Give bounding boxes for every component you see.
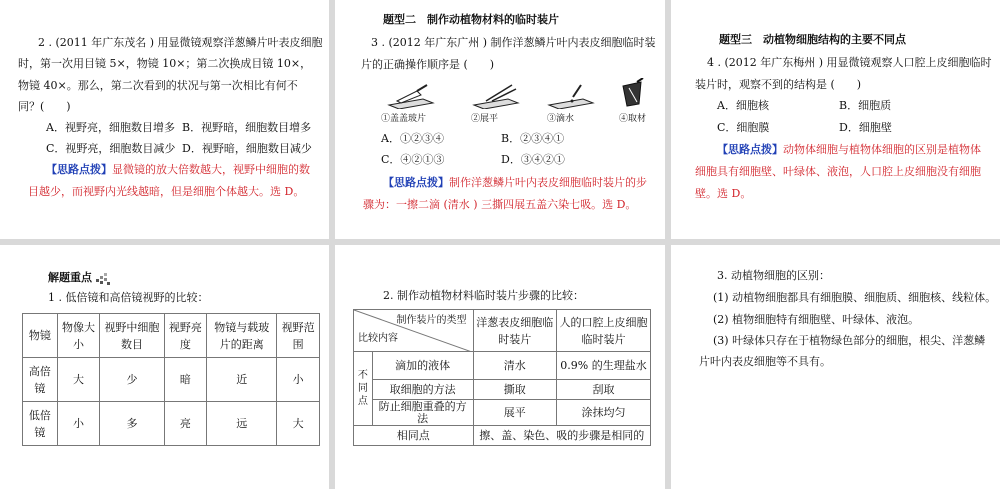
table-header: 洋葱表皮细胞临时装片 — [473, 310, 557, 352]
hint-label: 【思路点拨】 — [46, 163, 112, 176]
table-header: 视野范围 — [277, 314, 320, 358]
option-b: B．②③④① — [501, 132, 565, 145]
table-cell: 近 — [207, 358, 277, 402]
question-line: 装片时，观察不到的结构是 ( ) — [695, 78, 862, 91]
hint-label: 【思路点拨】 — [383, 176, 449, 189]
option-c: C．细胞膜 — [717, 121, 770, 134]
text-line: (2) 植物细胞特有细胞壁、叶绿体、液泡。 — [713, 313, 920, 326]
table-cell: 擦、盖、染色、吸的步骤是相同的 — [473, 426, 651, 446]
table-cell: 暗 — [164, 358, 207, 402]
magnification-table — [22, 313, 320, 446]
table-intro: 1 . 低倍镜和高倍镜视野的比较： — [48, 291, 209, 304]
question-line: 物镜 40×。那么，第二次看到的状况与第一次相比有何不 — [18, 79, 298, 92]
hint-text: 显微镜的放大倍数越大，视野中细胞的数 — [112, 163, 310, 176]
cover-slip-figure — [387, 83, 435, 109]
group-label: 不同点 — [354, 352, 373, 426]
table-cell: 撕取 — [473, 380, 557, 400]
option-d: D．视野暗，细胞数目减少 — [182, 142, 312, 155]
question-line: 4 . (2012 年广东梅州 ) 用显微镜观察人口腔上皮细胞临时 — [707, 56, 992, 69]
table-cell: 远 — [207, 402, 277, 446]
diagonal-top-label: 制作装片的类型 — [396, 315, 467, 326]
hint-text: 骤为：一擦二滴 (清水 ) 三撕四展五盖六染七吸。选 D。 — [363, 198, 637, 211]
table-cell: 清水 — [473, 352, 557, 380]
question-line: 3 . (2012 年广东广州 ) 制作洋葱鳞片叶内表皮细胞临时装 — [371, 36, 656, 49]
table-cell: 高倍镜 — [23, 358, 58, 402]
figure-label: ①盖盖玻片 — [381, 114, 427, 124]
drip-water-figure — [547, 83, 595, 109]
diagonal-bottom-label: 比较内容 — [358, 333, 398, 344]
table-cell: 低倍镜 — [23, 402, 58, 446]
slide-question-2 — [0, 0, 329, 239]
table-header: 物像大小 — [57, 314, 100, 358]
take-material-figure — [619, 78, 647, 110]
option-a: A．①②③④ — [381, 132, 444, 145]
text-line: 3. 动植物细胞的区别： — [717, 269, 830, 282]
option-c: C．④②①③ — [381, 153, 445, 166]
hint-line — [46, 163, 310, 177]
slide-prep-table — [353, 309, 651, 446]
option-d: D．细胞壁 — [839, 121, 892, 134]
question-line: 时，第一次用目镜 5×，物镜 10×；第二次换成目镜 10×， — [18, 57, 312, 70]
question-line: 2 . (2011 年广东茂名 ) 用显微镜观察洋葱鳞片叶表皮细胞 — [38, 36, 323, 49]
option-c: C．视野亮，细胞数目减少 — [46, 142, 176, 155]
table-cell: 滴加的液体 — [372, 352, 473, 380]
hint-text: 壁。选 D。 — [695, 187, 752, 200]
hint-text: 动物体细胞与植物体细胞的区别是植物体 — [783, 143, 981, 156]
hint-label: 【思路点拨】 — [717, 143, 783, 156]
hint-text: 目越少，而视野内光线越暗，但是细胞个体越大。选 D。 — [28, 185, 305, 198]
hint-line — [383, 176, 647, 190]
slide-key-points-2 — [335, 245, 665, 489]
hint-text: 制作洋葱鳞片叶内表皮细胞临时装片的步 — [449, 176, 647, 189]
table-cell: 大 — [277, 402, 320, 446]
hint-text: 细胞具有细胞壁、叶绿体、液泡，人口腔上皮细胞没有细胞 — [695, 165, 981, 178]
text-line: (3) 叶绿体只存在于植物绿色部分的细胞，根尖、洋葱鳞 — [713, 334, 986, 347]
slide-key-points-3 — [671, 245, 1000, 489]
figure-label: ③滴水 — [547, 114, 575, 124]
table-cell: 涂抹均匀 — [557, 400, 651, 426]
option-d: D．③④②① — [501, 153, 565, 166]
question-line: 片的正确操作顺序是 ( ) — [361, 58, 495, 71]
figure-label: ②展平 — [471, 114, 499, 124]
table-cell: 相同点 — [354, 426, 474, 446]
table-cell: 少 — [100, 358, 164, 402]
diagonal-header-cell — [354, 310, 474, 352]
option-a: A．细胞核 — [717, 99, 769, 112]
table-header: 物镜 — [23, 314, 58, 358]
table-cell: 刮取 — [557, 380, 651, 400]
table-cell: 展平 — [473, 400, 557, 426]
section-heading: 题型二 制作动植物材料的临时装片 — [383, 13, 559, 26]
table-cell: 取细胞的方法 — [372, 380, 473, 400]
section-heading: 题型三 动植物细胞结构的主要不同点 — [719, 33, 906, 46]
table-cell: 小 — [57, 402, 100, 446]
table-header: 视野中细胞数目 — [100, 314, 164, 358]
slide-question-3 — [335, 0, 665, 239]
slide-question-4 — [671, 0, 1000, 239]
option-b: B．视野暗，细胞数目增多 — [182, 121, 312, 134]
table-cell: 小 — [277, 358, 320, 402]
table-cell: 多 — [100, 402, 164, 446]
table-header: 视野亮度 — [164, 314, 207, 358]
hint-line — [717, 143, 981, 157]
table-cell: 防止细胞重叠的方法 — [372, 400, 473, 426]
text-line: (1) 动植物细胞都具有细胞膜、细胞质、细胞核、线粒体。 — [713, 291, 997, 304]
key-points-heading: 解题重点 — [48, 271, 92, 284]
table-intro: 2. 制作动植物材料临时装片步骤的比较： — [383, 289, 584, 302]
table-cell: 亮 — [164, 402, 207, 446]
table-cell: 大 — [57, 358, 100, 402]
slide-key-points-1 — [0, 245, 329, 489]
figure-label: ④取材 — [619, 114, 647, 124]
table-header: 人的口腔上皮细胞临时装片 — [557, 310, 651, 352]
table-cell: 0.9% 的生理盐水 — [557, 352, 651, 380]
option-b: B．细胞质 — [839, 99, 892, 112]
flatten-figure — [472, 83, 520, 109]
option-a: A．视野亮，细胞数目增多 — [46, 121, 175, 134]
text-line: 片叶内表皮细胞等不具有。 — [699, 355, 831, 368]
table-header: 物镜与载玻片的距离 — [207, 314, 277, 358]
question-line: 同？( ) — [18, 100, 71, 113]
dots-icon — [96, 273, 110, 285]
